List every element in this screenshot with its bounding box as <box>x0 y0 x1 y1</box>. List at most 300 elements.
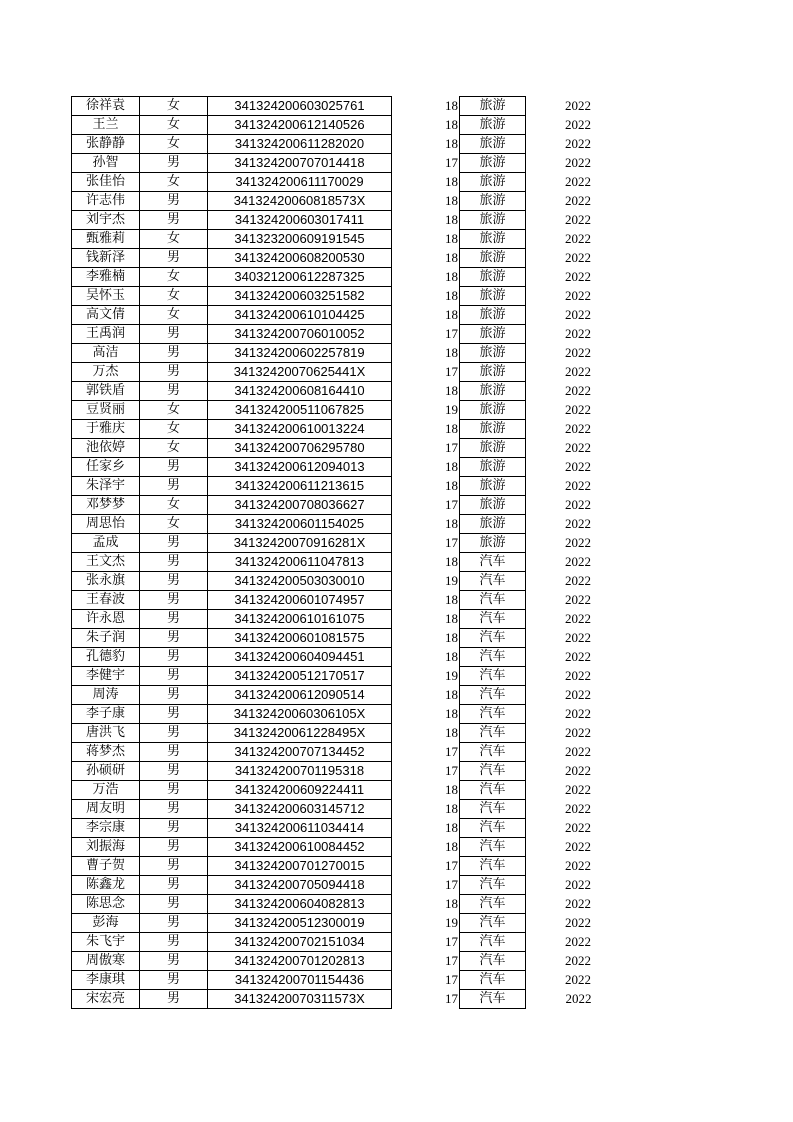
gender-cell: 男 <box>140 800 208 819</box>
year-cell: 2022 <box>565 915 591 930</box>
major-cell: 旅游 <box>460 173 526 192</box>
table-row <box>72 192 592 211</box>
id-number-cell: 341324200611047813 <box>208 553 392 572</box>
age-cell: 18 <box>445 687 458 702</box>
major-cell: 汽车 <box>460 838 526 857</box>
id-number-cell: 341324200512170517 <box>208 667 392 686</box>
id-number-cell: 341324200705094418 <box>208 876 392 895</box>
year-cell: 2022 <box>565 896 591 911</box>
gender-cell: 男 <box>140 952 208 971</box>
id-number-cell: 341324200604082813 <box>208 895 392 914</box>
student-name-cell: 高文倩 <box>72 306 140 325</box>
student-name-cell: 豆贤丽 <box>72 401 140 420</box>
age-cell: 18 <box>445 345 458 360</box>
id-number-cell: 340321200612287325 <box>208 268 392 287</box>
gender-cell: 男 <box>140 819 208 838</box>
age-cell: 18 <box>445 117 458 132</box>
major-cell: 汽车 <box>460 857 526 876</box>
table-row <box>72 306 592 325</box>
id-number-cell: 341324200609224411 <box>208 781 392 800</box>
year-cell: 2022 <box>565 687 591 702</box>
table-row <box>72 439 592 458</box>
table-row <box>72 914 592 933</box>
id-number-cell: 341324200601154025 <box>208 515 392 534</box>
gender-cell: 男 <box>140 192 208 211</box>
id-number-cell: 341324200511067825 <box>208 401 392 420</box>
student-name-cell: 刘振海 <box>72 838 140 857</box>
gender-cell: 男 <box>140 211 208 230</box>
age-cell: 18 <box>445 649 458 664</box>
student-name-cell: 池依婷 <box>72 439 140 458</box>
student-name-cell: 孔德豹 <box>72 648 140 667</box>
gender-cell: 男 <box>140 458 208 477</box>
student-name-cell: 朱子润 <box>72 629 140 648</box>
age-cell: 18 <box>445 98 458 113</box>
student-name-cell: 万杰 <box>72 363 140 382</box>
id-number-cell: 341324200603017411 <box>208 211 392 230</box>
year-cell: 2022 <box>565 516 591 531</box>
table-row <box>72 971 592 990</box>
major-cell: 汽车 <box>460 705 526 724</box>
student-name-cell: 于雅庆 <box>72 420 140 439</box>
age-cell: 17 <box>445 364 458 379</box>
year-cell: 2022 <box>565 155 591 170</box>
age-cell: 18 <box>445 288 458 303</box>
age-cell: 18 <box>445 421 458 436</box>
year-cell: 2022 <box>565 858 591 873</box>
year-cell: 2022 <box>565 98 591 113</box>
table-row <box>72 933 592 952</box>
table-body <box>72 97 592 1009</box>
major-cell: 汽车 <box>460 610 526 629</box>
year-cell: 2022 <box>565 592 591 607</box>
student-name-cell: 唐洪飞 <box>72 724 140 743</box>
student-name-cell: 王文杰 <box>72 553 140 572</box>
gender-cell: 男 <box>140 686 208 705</box>
major-cell: 旅游 <box>460 515 526 534</box>
major-cell: 汽车 <box>460 800 526 819</box>
major-cell: 旅游 <box>460 458 526 477</box>
major-cell: 汽车 <box>460 553 526 572</box>
age-cell: 18 <box>445 896 458 911</box>
major-cell: 旅游 <box>460 211 526 230</box>
student-name-cell: 陈鑫龙 <box>72 876 140 895</box>
age-cell: 19 <box>445 668 458 683</box>
year-cell: 2022 <box>565 573 591 588</box>
major-cell: 汽车 <box>460 990 526 1009</box>
table-row <box>72 420 592 439</box>
student-name-cell: 郭铁盾 <box>72 382 140 401</box>
student-roster-table <box>71 96 592 1009</box>
major-cell: 汽车 <box>460 895 526 914</box>
major-cell: 汽车 <box>460 667 526 686</box>
gender-cell: 男 <box>140 325 208 344</box>
gender-cell: 男 <box>140 971 208 990</box>
student-name-cell: 陈思念 <box>72 895 140 914</box>
id-number-cell: 341324200612140526 <box>208 116 392 135</box>
year-cell: 2022 <box>565 421 591 436</box>
major-cell: 汽车 <box>460 648 526 667</box>
gender-cell: 女 <box>140 97 208 116</box>
student-name-cell: 李健宇 <box>72 667 140 686</box>
major-cell: 旅游 <box>460 249 526 268</box>
age-cell: 17 <box>445 744 458 759</box>
table-row <box>72 401 592 420</box>
table-row <box>72 287 592 306</box>
major-cell: 汽车 <box>460 933 526 952</box>
id-number-cell: 341324200611282020 <box>208 135 392 154</box>
gender-cell: 男 <box>140 667 208 686</box>
age-cell: 18 <box>445 839 458 854</box>
id-number-cell: 341324200503030010 <box>208 572 392 591</box>
table-row <box>72 173 592 192</box>
student-name-cell: 宋宏亮 <box>72 990 140 1009</box>
gender-cell: 女 <box>140 515 208 534</box>
major-cell: 旅游 <box>460 268 526 287</box>
year-cell: 2022 <box>565 459 591 474</box>
major-cell: 汽车 <box>460 724 526 743</box>
year-cell: 2022 <box>565 326 591 341</box>
major-cell: 汽车 <box>460 876 526 895</box>
major-cell: 旅游 <box>460 344 526 363</box>
major-cell: 旅游 <box>460 439 526 458</box>
gender-cell: 女 <box>140 496 208 515</box>
age-cell: 18 <box>445 782 458 797</box>
major-cell: 旅游 <box>460 116 526 135</box>
id-number-cell: 341324200601074957 <box>208 591 392 610</box>
age-cell: 18 <box>445 174 458 189</box>
student-name-cell: 周友明 <box>72 800 140 819</box>
major-cell: 旅游 <box>460 306 526 325</box>
student-name-cell: 周涛 <box>72 686 140 705</box>
student-name-cell: 周傲寒 <box>72 952 140 971</box>
year-cell: 2022 <box>565 725 591 740</box>
year-cell: 2022 <box>565 345 591 360</box>
year-cell: 2022 <box>565 307 591 322</box>
student-name-cell: 蒋梦杰 <box>72 743 140 762</box>
age-cell: 18 <box>445 706 458 721</box>
table-row <box>72 838 592 857</box>
table-row <box>72 895 592 914</box>
major-cell: 汽车 <box>460 971 526 990</box>
student-name-cell: 李宗康 <box>72 819 140 838</box>
year-cell: 2022 <box>565 364 591 379</box>
gender-cell: 女 <box>140 287 208 306</box>
gender-cell: 男 <box>140 591 208 610</box>
age-cell: 18 <box>445 478 458 493</box>
gender-cell: 男 <box>140 876 208 895</box>
age-cell: 18 <box>445 516 458 531</box>
student-name-cell: 万浩 <box>72 781 140 800</box>
student-name-cell: 王春波 <box>72 591 140 610</box>
student-name-cell: 张佳怡 <box>72 173 140 192</box>
age-cell: 18 <box>445 820 458 835</box>
gender-cell: 男 <box>140 344 208 363</box>
gender-cell: 男 <box>140 781 208 800</box>
age-cell: 17 <box>445 858 458 873</box>
student-name-cell: 高洁 <box>72 344 140 363</box>
student-name-cell: 邓梦梦 <box>72 496 140 515</box>
year-cell: 2022 <box>565 535 591 550</box>
student-name-cell: 朱飞宇 <box>72 933 140 952</box>
major-cell: 旅游 <box>460 287 526 306</box>
table-row <box>72 344 592 363</box>
major-cell: 汽车 <box>460 743 526 762</box>
age-cell: 17 <box>445 535 458 550</box>
table-row <box>72 629 592 648</box>
year-cell: 2022 <box>565 763 591 778</box>
id-number-cell: 341324200603025761 <box>208 97 392 116</box>
year-cell: 2022 <box>565 269 591 284</box>
table-row <box>72 230 592 249</box>
age-cell: 18 <box>445 383 458 398</box>
gender-cell: 男 <box>140 648 208 667</box>
student-name-cell: 刘宇杰 <box>72 211 140 230</box>
age-cell: 18 <box>445 801 458 816</box>
gender-cell: 男 <box>140 838 208 857</box>
id-number-cell: 34132420061228495X <box>208 724 392 743</box>
gender-cell: 男 <box>140 895 208 914</box>
gender-cell: 女 <box>140 173 208 192</box>
major-cell: 汽车 <box>460 686 526 705</box>
age-cell: 18 <box>445 592 458 607</box>
table-row <box>72 990 592 1009</box>
year-cell: 2022 <box>565 668 591 683</box>
student-name-cell: 李雅楠 <box>72 268 140 287</box>
table-row <box>72 705 592 724</box>
table-row <box>72 458 592 477</box>
id-number-cell: 341324200706010052 <box>208 325 392 344</box>
year-cell: 2022 <box>565 193 591 208</box>
age-cell: 18 <box>445 725 458 740</box>
id-number-cell: 34132420060818573X <box>208 192 392 211</box>
gender-cell: 男 <box>140 572 208 591</box>
student-name-cell: 甄雅莉 <box>72 230 140 249</box>
student-name-cell: 彭海 <box>72 914 140 933</box>
age-cell: 18 <box>445 269 458 284</box>
table-row <box>72 667 592 686</box>
major-cell: 旅游 <box>460 401 526 420</box>
id-number-cell: 341324200706295780 <box>208 439 392 458</box>
year-cell: 2022 <box>565 630 591 645</box>
year-cell: 2022 <box>565 839 591 854</box>
table-row <box>72 496 592 515</box>
age-cell: 18 <box>445 136 458 151</box>
year-cell: 2022 <box>565 136 591 151</box>
table-row <box>72 211 592 230</box>
age-cell: 17 <box>445 326 458 341</box>
table-row <box>72 781 592 800</box>
student-name-cell: 王兰 <box>72 116 140 135</box>
gender-cell: 女 <box>140 268 208 287</box>
gender-cell: 男 <box>140 154 208 173</box>
age-cell: 18 <box>445 212 458 227</box>
major-cell: 汽车 <box>460 591 526 610</box>
table-row <box>72 97 592 116</box>
year-cell: 2022 <box>565 611 591 626</box>
table-row <box>72 648 592 667</box>
table-row <box>72 876 592 895</box>
id-number-cell: 341324200611034414 <box>208 819 392 838</box>
table-row <box>72 553 592 572</box>
year-cell: 2022 <box>565 288 591 303</box>
gender-cell: 男 <box>140 629 208 648</box>
age-cell: 19 <box>445 915 458 930</box>
id-number-cell: 341324200604094451 <box>208 648 392 667</box>
student-name-cell: 周思怡 <box>72 515 140 534</box>
year-cell: 2022 <box>565 440 591 455</box>
age-cell: 18 <box>445 307 458 322</box>
table-row <box>72 572 592 591</box>
table-row <box>72 477 592 496</box>
year-cell: 2022 <box>565 801 591 816</box>
id-number-cell: 341324200611213615 <box>208 477 392 496</box>
student-name-cell: 王禹润 <box>72 325 140 344</box>
major-cell: 旅游 <box>460 496 526 515</box>
table-row <box>72 325 592 344</box>
gender-cell: 男 <box>140 743 208 762</box>
id-number-cell: 341324200707014418 <box>208 154 392 173</box>
major-cell: 汽车 <box>460 781 526 800</box>
table-row <box>72 154 592 173</box>
table-row <box>72 249 592 268</box>
student-name-cell: 李子康 <box>72 705 140 724</box>
student-name-cell: 孙硕研 <box>72 762 140 781</box>
age-cell: 19 <box>445 402 458 417</box>
id-number-cell: 341324200602257819 <box>208 344 392 363</box>
student-name-cell: 许永恩 <box>72 610 140 629</box>
major-cell: 汽车 <box>460 952 526 971</box>
student-name-cell: 任家乡 <box>72 458 140 477</box>
gender-cell: 男 <box>140 249 208 268</box>
student-name-cell: 徐祥袁 <box>72 97 140 116</box>
student-name-cell: 孙智 <box>72 154 140 173</box>
year-cell: 2022 <box>565 212 591 227</box>
year-cell: 2022 <box>565 231 591 246</box>
table-row <box>72 952 592 971</box>
id-number-cell: 341324200610084452 <box>208 838 392 857</box>
major-cell: 汽车 <box>460 819 526 838</box>
table-row <box>72 116 592 135</box>
major-cell: 旅游 <box>460 382 526 401</box>
table-row <box>72 268 592 287</box>
table-row <box>72 610 592 629</box>
gender-cell: 男 <box>140 477 208 496</box>
student-name-cell: 许志伟 <box>72 192 140 211</box>
major-cell: 汽车 <box>460 572 526 591</box>
table-row <box>72 724 592 743</box>
major-cell: 旅游 <box>460 192 526 211</box>
age-cell: 18 <box>445 193 458 208</box>
id-number-cell: 341324200701202813 <box>208 952 392 971</box>
major-cell: 汽车 <box>460 762 526 781</box>
major-cell: 旅游 <box>460 230 526 249</box>
gender-cell: 男 <box>140 553 208 572</box>
major-cell: 汽车 <box>460 914 526 933</box>
year-cell: 2022 <box>565 649 591 664</box>
gender-cell: 男 <box>140 705 208 724</box>
age-cell: 18 <box>445 611 458 626</box>
id-number-cell: 341324200708036627 <box>208 496 392 515</box>
gender-cell: 男 <box>140 363 208 382</box>
year-cell: 2022 <box>565 953 591 968</box>
year-cell: 2022 <box>565 117 591 132</box>
age-cell: 18 <box>445 231 458 246</box>
year-cell: 2022 <box>565 250 591 265</box>
student-name-cell: 李康琪 <box>72 971 140 990</box>
major-cell: 旅游 <box>460 97 526 116</box>
age-cell: 17 <box>445 972 458 987</box>
age-cell: 17 <box>445 934 458 949</box>
id-number-cell: 341324200608164410 <box>208 382 392 401</box>
age-cell: 18 <box>445 554 458 569</box>
year-cell: 2022 <box>565 706 591 721</box>
gender-cell: 女 <box>140 230 208 249</box>
id-number-cell: 341324200610104425 <box>208 306 392 325</box>
age-cell: 17 <box>445 991 458 1006</box>
table-row <box>72 686 592 705</box>
student-name-cell: 张永旗 <box>72 572 140 591</box>
year-cell: 2022 <box>565 934 591 949</box>
gender-cell: 男 <box>140 857 208 876</box>
id-number-cell: 341324200701154436 <box>208 971 392 990</box>
major-cell: 旅游 <box>460 154 526 173</box>
student-name-cell: 曹子贺 <box>72 857 140 876</box>
id-number-cell: 341323200609191545 <box>208 230 392 249</box>
age-cell: 17 <box>445 440 458 455</box>
id-number-cell: 341324200603145712 <box>208 800 392 819</box>
id-number-cell: 341324200512300019 <box>208 914 392 933</box>
id-number-cell: 341324200610161075 <box>208 610 392 629</box>
age-cell: 18 <box>445 250 458 265</box>
table-row <box>72 515 592 534</box>
student-name-cell: 钱新泽 <box>72 249 140 268</box>
year-cell: 2022 <box>565 972 591 987</box>
year-cell: 2022 <box>565 744 591 759</box>
id-number-cell: 34132420060306105X <box>208 705 392 724</box>
id-number-cell: 341324200612090514 <box>208 686 392 705</box>
major-cell: 旅游 <box>460 135 526 154</box>
table-row <box>72 382 592 401</box>
table-row <box>72 800 592 819</box>
year-cell: 2022 <box>565 820 591 835</box>
id-number-cell: 341324200611170029 <box>208 173 392 192</box>
age-cell: 17 <box>445 877 458 892</box>
year-cell: 2022 <box>565 383 591 398</box>
id-number-cell: 341324200701270015 <box>208 857 392 876</box>
gender-cell: 男 <box>140 382 208 401</box>
year-cell: 2022 <box>565 554 591 569</box>
table-row <box>72 363 592 382</box>
student-name-cell: 孟成 <box>72 534 140 553</box>
year-cell: 2022 <box>565 402 591 417</box>
major-cell: 旅游 <box>460 534 526 553</box>
major-cell: 旅游 <box>460 363 526 382</box>
year-cell: 2022 <box>565 497 591 512</box>
gender-cell: 男 <box>140 990 208 1009</box>
major-cell: 汽车 <box>460 629 526 648</box>
id-number-cell: 34132420070311573X <box>208 990 392 1009</box>
id-number-cell: 341324200707134452 <box>208 743 392 762</box>
age-cell: 19 <box>445 573 458 588</box>
id-number-cell: 341324200610013224 <box>208 420 392 439</box>
year-cell: 2022 <box>565 174 591 189</box>
student-name-cell: 张静静 <box>72 135 140 154</box>
table-row <box>72 135 592 154</box>
age-cell: 17 <box>445 497 458 512</box>
gender-cell: 女 <box>140 420 208 439</box>
table-row <box>72 762 592 781</box>
